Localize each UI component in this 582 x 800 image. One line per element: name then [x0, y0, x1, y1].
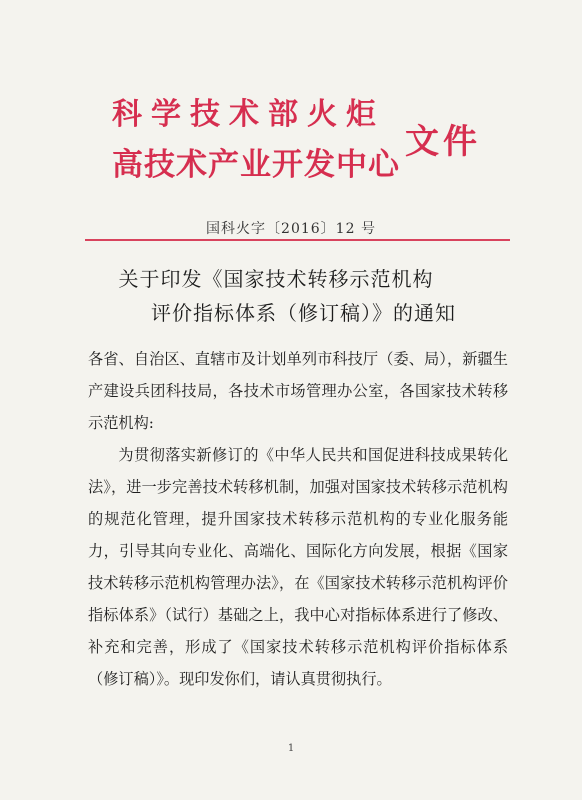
- red-divider-line: [85, 239, 510, 241]
- organization-name-line2: 高技术产业开发中心: [112, 147, 400, 183]
- notice-title-line1: 关于印发《国家技术转移示范机构: [118, 267, 434, 291]
- notice-title: [0, 262, 582, 330]
- notice-title-line2: 评价指标体系（修订稿）》的通知: [151, 301, 456, 325]
- page-number: 1: [287, 743, 295, 754]
- issuing-organization: [112, 95, 412, 185]
- document-type-label: 文件: [405, 122, 481, 162]
- document-number: 国科火字〔2016〕12 号: [206, 221, 376, 237]
- body-paragraph: 为贯彻落实新修订的《中华人民共和国促进科技成果转化法》，进一步完善技术转移机制，加强对国家技术转移示范机构的规范化管理，提升国家技术转移示范机构的专业化服务能力，引导其向专业化、高端化、国际化方向发展，根据《国家技术转移示范机构管理办法》，在《国家技术转移示范机构评价指标体系》（试行）基础之上，我中心对指标体系进行了修改、补充和完善，形成了《国家技术转移示范机构评价指标体系（修订稿）》。现印发你们，请认真贯彻执行。: [88, 446, 508, 688]
- organization-name-line1: 科学技术部火炬: [112, 97, 385, 132]
- addressee-paragraph: 各省、自治区、直辖市及计划单列市科技厅（委、局），新疆生产建设兵团科技局，各技术市场管理办公室，各国家技术转移示范机构:: [88, 350, 508, 432]
- notice-body: [88, 343, 508, 695]
